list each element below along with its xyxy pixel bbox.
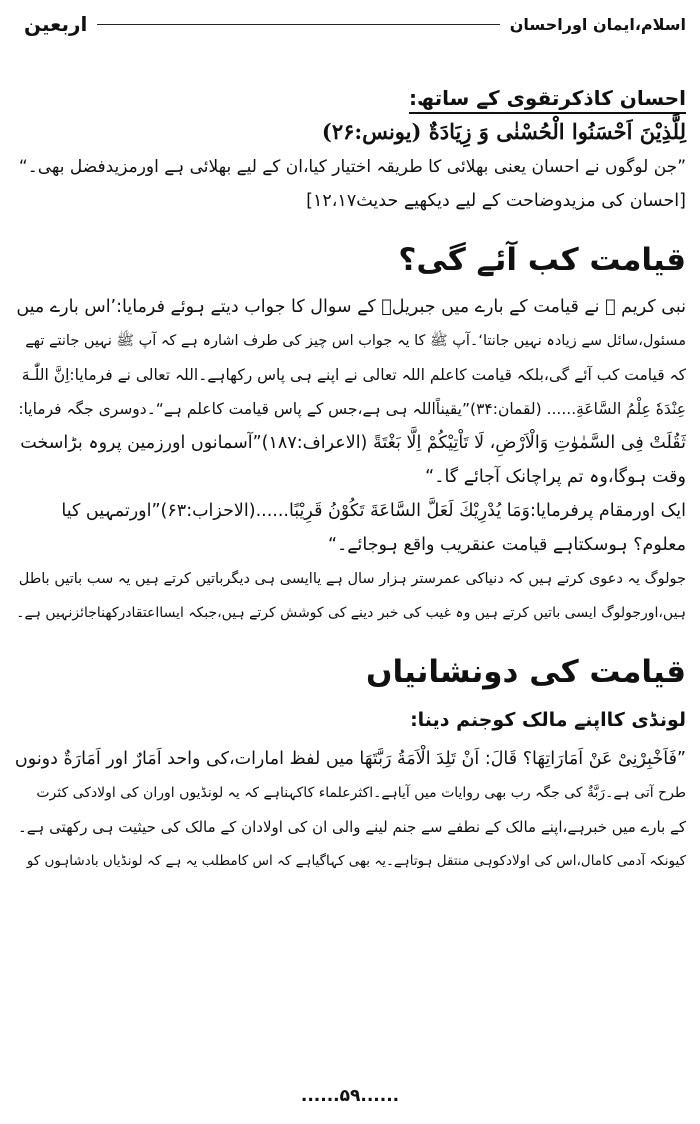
nishaniyan-heading: قیامت کی دونشانیاں	[366, 654, 686, 690]
body-line: ہیں،اورجولوگ ایسی باتیں کرتے ہیں وہ غیب کی خبر دینے کی کوشش کرتے ہیں،جبکہ ایسااعتقادرکھناجائزنہیں ہے۔	[16, 605, 686, 621]
page-number: ......۵۹......	[300, 1086, 400, 1106]
ihsan-heading: احسان کاذکرتقوی کے ساتھ:	[409, 86, 686, 114]
body-line: کہ قیامت کب آئے گی،بلکہ قیامت کاعلم اللہ تعالی نے اپنے ہی پاس رکھاہے۔اللہ تعالی نے فرمایا:اِنَّ اللّٰـهَ	[21, 366, 686, 384]
nishaniyan-body	[14, 742, 686, 878]
body-line: معلوم؟ ہوسکتاہے قیامت عنقریب واقع ہوجائے۔“	[327, 535, 686, 555]
chapter-title: اسلام،ایمان اوراحسان	[509, 14, 686, 34]
body-line: جولوگ یہ دعوی کرتے ہیں کہ دنیاکی عمرستر ہزار سال ہے یاایسی ہی دیگرباتیں کرتے ہیں یہ سب باتیں باطل	[18, 571, 686, 587]
body-line: ”فَاَخْبِرْنِیْ عَنْ اَمَارَاتِهَا؟ قَالَ: اَنْ تَلِدَ الْاَمَةُ رَبَّتَهَا میں لفظ امارات،کی واحد اَمَارٌ اور اَمَارَةٌ دونوں	[14, 749, 686, 769]
body-line: نبی کریم ﷺ نے قیامت کے بارے میں جبریلؑ کے سوال کا جواب دیتے ہوئے فرمایا:’اس بارے میں	[16, 297, 686, 317]
body-line: مسئول،سائل سے زیادہ نہیں جانتا‘۔آپ ﷺ کا یہ جواب اس چیز کی طرف اشارہ ہے کہ آپ ﷺ نہیں جانتے تھے	[25, 333, 686, 349]
qiyamat-heading: قیامت کب آئے گی؟	[398, 242, 686, 278]
body-line: وقت ہوگا،وہ تم پراچانک آجائے گا۔“	[425, 467, 686, 487]
body-line: کیونکہ آدمی کامال،اس کی اولادکوہی منتقل ہوتاہے۔یہ بھی کہاگیاہے کہ اس کامطلب یہ ہے کہ لونڈیاں بادشاہوں کو	[26, 853, 686, 869]
cross-reference-note: [احسان کی مزیدوضاحت کے لیے دیکھیے حدیث۱۲،۱۷]	[306, 191, 686, 211]
qiyamat-body	[14, 290, 686, 630]
nishaniyan-subheading: لونڈی کااپنے مالک کوجنم دینا:	[410, 709, 686, 731]
body-line: ثَقُلَتْ فِى السَّمٰوٰتِ وَالْاَرْضِ، لَا تَاْتِيْكُمْ اِلَّا بَغْتَةً (الاعراف:۱۸۷)”آسمانوں اورزمین پروہ بڑاسخت	[20, 433, 686, 453]
body-line: طرح آتی ہے۔رَبَّةٌ کی جگہ رب بھی روایات میں آیاہے۔اکثرعلماء کاکہناہے کہ یہ لونڈیوں اوران کی اولادکی کثرت	[36, 785, 686, 801]
book-title: اربعین	[24, 12, 88, 36]
header-rule	[97, 24, 499, 25]
verse-translation: ”جن لوگوں نے احسان یعنی بھلائی کا طریقہ اختیار کیا،ان کے لیے بھلائی ہے اورمزیدفضل بھی۔“	[18, 157, 686, 177]
section-ihsan	[14, 40, 686, 218]
quran-verse: لِلَّذِيْنَ اَحْسَنُوا الْحُسْنٰى وَ زِيَادَةٌ (یونس:۲۶)	[321, 119, 686, 144]
body-line: عِنْدَهٗ عِلْمُ السَّاعَةِ...... (لقمان:۳۴)”یقیناًاللہ ہی ہے،جس کے پاس قیامت کاعلم ہے“۔دوسری جگہ فرمایا:	[18, 400, 686, 418]
running-head	[14, 0, 686, 40]
body-line: ایک اورمقام پرفرمایا:وَمَا يُدْرِيْكَ لَعَلَّ السَّاعَةَ تَكُوْنُ قَرِيْبًا......(الاحزاب:۶۳)”اورتمہیں کیا	[61, 501, 686, 521]
body-line: کے بارے میں خبرہے،اپنے مالک کے نطفے سے جنم لینے والی ان کی اولادان کے مالک کی حیثیت ہی رکھتی ہے۔	[17, 818, 686, 836]
section-qiyamat	[14, 234, 686, 630]
section-nishaniyan	[14, 646, 686, 878]
